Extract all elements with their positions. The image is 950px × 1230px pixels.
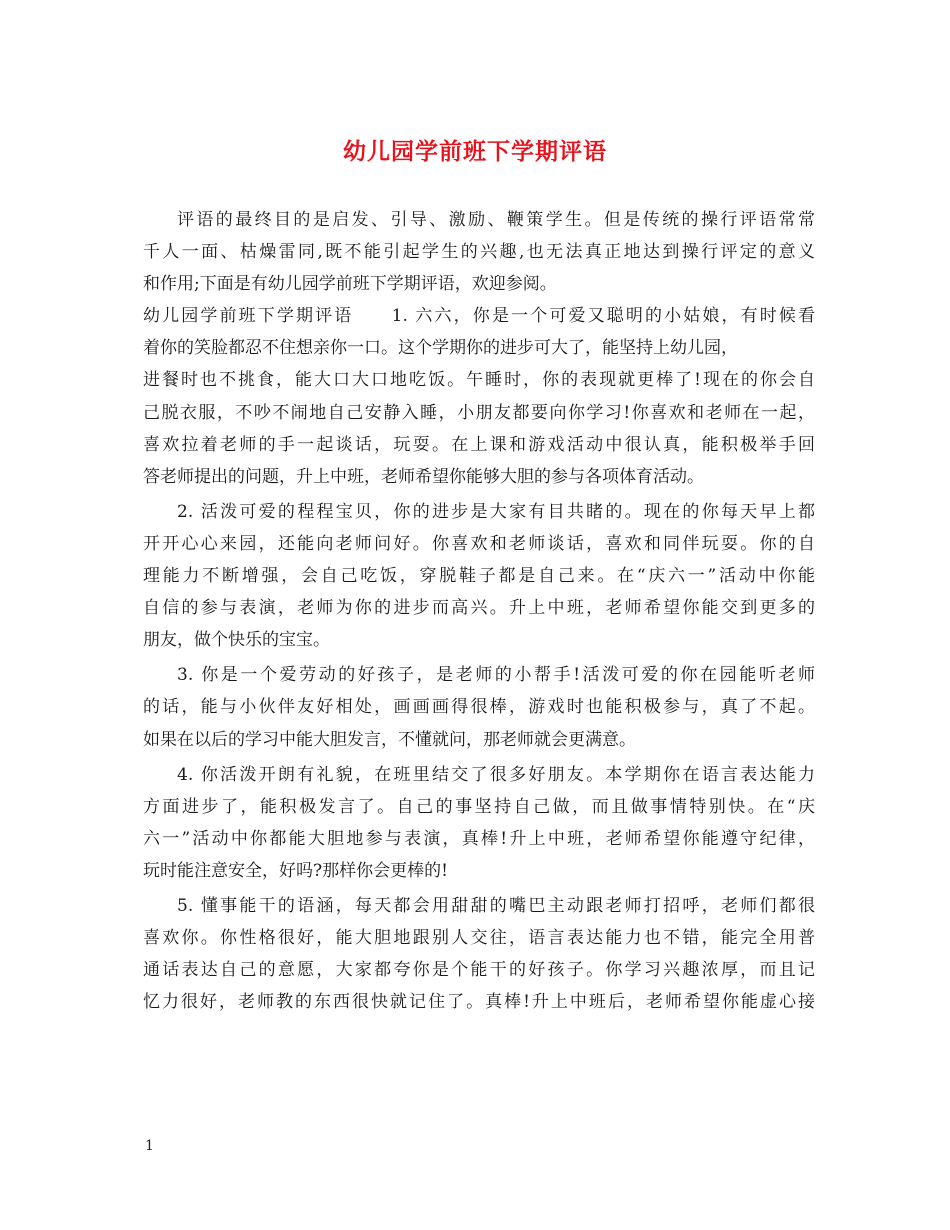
body-text-line: 方面进步了，能积极发言了。自己的事坚持自己做，而且做事情特别快。在“庆 (143, 796, 815, 817)
body-text-line: 如果在以后的学习中能大胆发言，不懂就问，那老师就会更满意。 (143, 729, 636, 750)
body-text-line: 开开心心来园，还能向老师问好。你喜欢和老师谈话，喜欢和同伴玩耍。你的自 (143, 533, 815, 554)
body-text-line: 2. 活泼可爱的程程宝贝，你的进步是大家有目共睹的。现在的你每天早上都 (177, 501, 815, 522)
body-text-line: 评语的最终目的是启发、引导、激励、鞭策学生。但是传统的操行评语常常 (177, 210, 815, 230)
body-text-line: 六一”活动中你都能大胆地参与表演，真棒!升上中班，老师希望你能遵守纪律， (143, 828, 815, 849)
body-text-line: 喜欢拉着老师的手一起谈话，玩耍。在上课和游戏活动中很认真，能积极举手回 (143, 434, 815, 455)
body-text-line: 的话，能与小伙伴友好相处，画画画得很棒，游戏时也能积极参与，真了不起。 (143, 697, 815, 718)
body-text-line: 和作用;下面是有幼儿园学前班下学期评语，欢迎参阅。 (143, 274, 557, 295)
body-text-line: 进餐时也不挑食，能大口大口地吃饭。午睡时，你的表现就更棒了!现在的你会自 (143, 370, 815, 391)
body-text-line: 自信的参与表演，老师为你的进步而高兴。升上中班，老师希望你能交到更多的 (143, 598, 815, 619)
document-body (143, 204, 815, 1018)
body-text-line: 5. 懂事能干的语涵，每天都会用甜甜的嘴巴主动跟老师打招呼，老师们都很 (177, 895, 815, 916)
document-title: 幼儿园学前班下学期评语 (343, 138, 607, 165)
body-text-line: 忆力很好，老师教的东西很快就记住了。真棒!升上中班后，老师希望你能虚心接 (143, 992, 815, 1013)
body-text-line: 着你的笑脸都忍不住想亲你一口。这个学期你的进步可大了，能坚持上幼儿园， (143, 338, 738, 359)
body-text-line: 答老师提出的问题，升上中班，老师希望你能够大胆的参与各项体育活动。 (143, 466, 704, 487)
body-text-line: 理能力不断增强，会自己吃饭，穿脱鞋子都是自己来。在“庆六一”活动中你能 (143, 566, 815, 587)
body-text-line: 千人一面、枯燥雷同,既不能引起学生的兴趣,也无法真正地达到操行评定的意义 (143, 242, 815, 263)
body-text-line: 玩时能注意安全，好吗?那样你会更棒的! (143, 860, 448, 881)
body-text-line: 幼儿园学前班下学期评语 1. 六六，你是一个可爱又聪明的小姑娘，有时候看 (143, 306, 815, 327)
page-number: 1 (145, 1138, 154, 1154)
body-text-line: 3. 你是一个爱劳动的好孩子，是老师的小帮手!活泼可爱的你在园能听老师 (177, 665, 815, 686)
body-text-line: 喜欢你。你性格很好，能大胆地跟别人交往，语言表达能力也不错，能完全用普 (143, 928, 815, 949)
body-text-line: 朋友，做个快乐的宝宝。 (143, 630, 330, 651)
body-text-line: 己脱衣服，不吵不闹地自己安静入睡，小朋友都要向你学习!你喜欢和老师在一起， (143, 402, 815, 423)
body-text-line: 通话表达自己的意愿，大家都夸你是个能干的好孩子。你学习兴趣浓厚，而且记 (143, 960, 815, 981)
body-text-line: 4. 你活泼开朗有礼貌，在班里结交了很多好朋友。本学期你在语言表达能力 (177, 764, 815, 785)
